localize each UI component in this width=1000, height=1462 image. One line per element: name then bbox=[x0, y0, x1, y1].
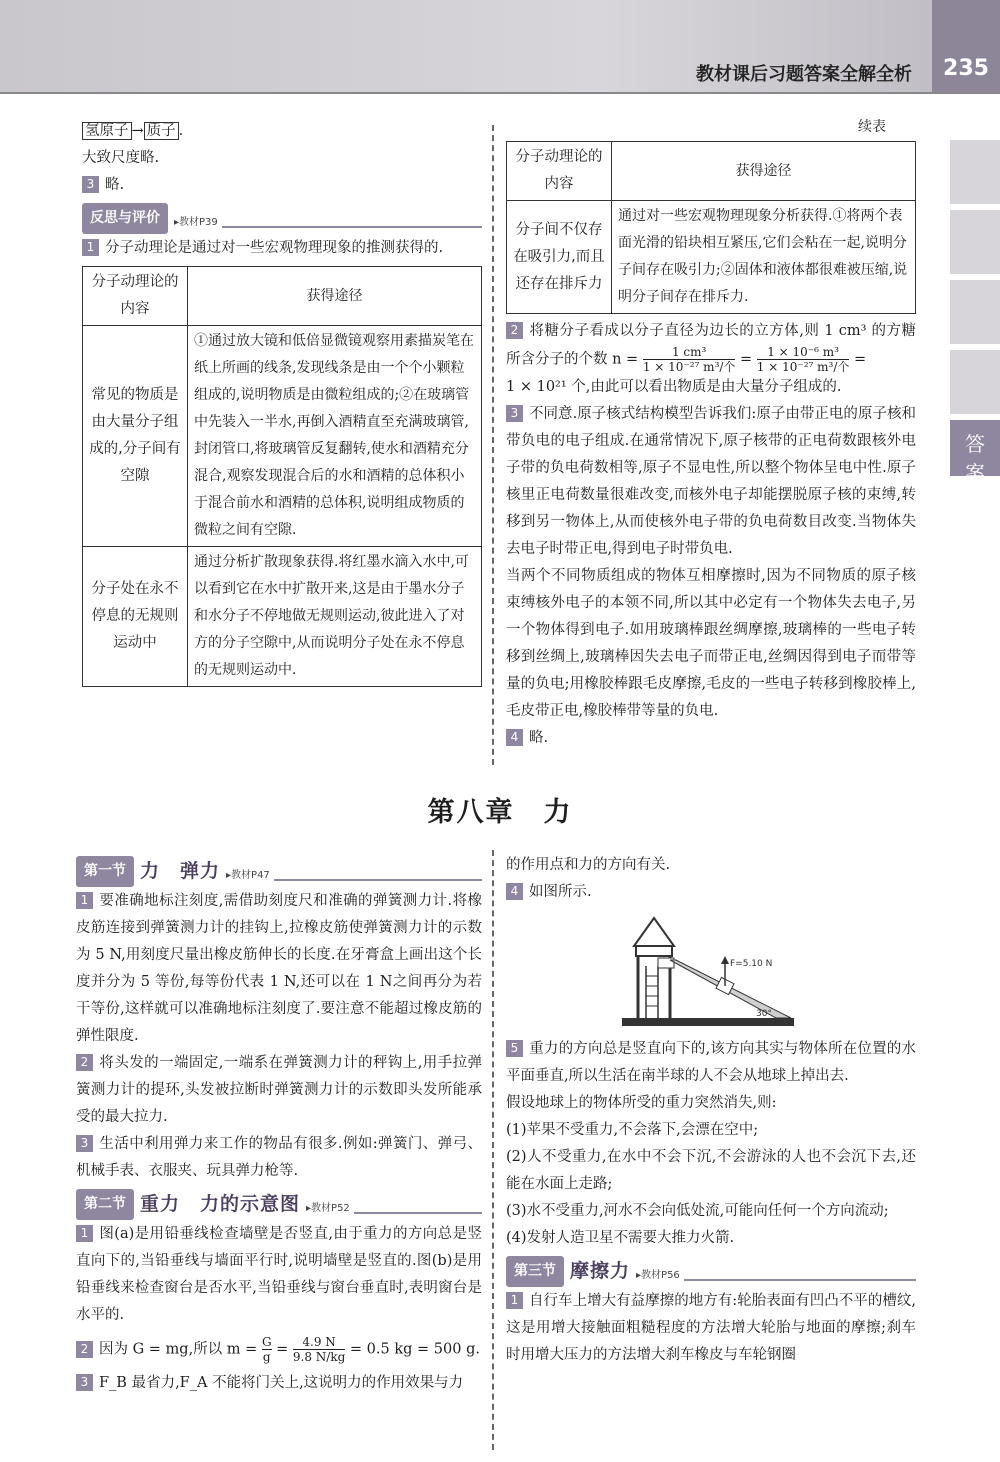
banner-rule bbox=[222, 226, 482, 228]
answer-text: 略. bbox=[529, 730, 549, 746]
fraction-denominator: 9.8 N/kg bbox=[292, 1350, 346, 1364]
answer-text: 将头发的一端固定,一端系在弹簧测力计的秤钩上,用手拉弹簧测力计的提环,头发被拉断时弹簧测力计的示数即头发所能承受的最大拉力. bbox=[76, 1055, 482, 1125]
table-cell: 常见的物质是由大量分子组成的,分子间有空隙 bbox=[83, 326, 188, 547]
chapter-title: 第八章 力 bbox=[427, 797, 573, 828]
fraction-numerator: 4.9 N bbox=[302, 1335, 336, 1349]
continued-label: 续表 bbox=[858, 119, 886, 135]
right-column-top: 续表 分子动理论的内容 获得途径 分子间不仅存在吸引力,而且还存在排斥力 通过对一些宏观物理现象分析获得.①将两个表面光滑的铅块相互紧压,它们会粘在一起,说明分子间存在吸引力;②固体和液体都很难被压缩,说明分子间存在排斥力. 2 将糖分子看成以分子直径为边长的立方体,则 1 cm³ 的方糖所含分子的个数 n = $\frac{\text{1 cm³}}{\text{1 × 10⁻²⁷ m³/个}}$ = $\frac{\text{1 × 10⁻⁶ m³}}{\text{1 × 10⁻²⁷ m³/个}}$ = 1 × 10²¹ 个,由此可以看出物质是由大量分子组成的. 3 不同意.原子核式结构模型告诉我们:原子由带正电的原子核和带负电的电子组成.在通常情况下,原子核带的正电荷数跟核外电子带的负电荷数相等,原子不显电性,所以整个物体呈电中性.原子核里正电荷数量很难改变,而核外电子却能摆脱原子核的束缚,转移到另一物体上,从而使核外电子带的负电荷数目改变.当物体失去电子时带正电,得到电子时带负电. 当两个不同物质组成的物体互相摩擦时,因为不同物质的原子核束缚核外电子的本领不同,所以其中必定有一个物体失去电子,另一个物体得到电子.如用玻璃棒跟丝绸摩擦,玻璃棒的一些电子转移到丝绸上,玻璃棒因失去电子而带正电,丝绸因得到电子而带等量的负电;用橡胶棒跟毛皮摩擦,毛皮的一些电子转移到橡胶棒上,毛皮带正电,橡胶棒带等量的负电. 4 略. bbox=[506, 114, 916, 752]
answer-text: 自行车上增大有益摩擦的地方有:轮胎表面有凹凸不平的槽纹,这是用增大接触面粗糙程度的方法增大轮胎与地面的摩擦;刹车时用增大压力的方法增大刹车橡皮与车轮钢圈 bbox=[506, 1293, 916, 1363]
fraction bbox=[293, 1335, 345, 1364]
fraction bbox=[262, 1335, 272, 1364]
answer-text: 如图所示. bbox=[529, 884, 592, 900]
section-banner bbox=[506, 1258, 916, 1284]
theory-table-continued bbox=[506, 141, 916, 314]
question-number: 1 bbox=[82, 239, 99, 256]
table-cell: ①通过放大镜和低倍显微镜观察用素描炭笔在纸上所画的线条,发现线条是由一个个小颗粒组成的,说明物质是由微粒组成的;②在玻璃管中先装入一半水,再倒入酒精直至充满玻璃管,封闭管口,将玻璃管反复翻转,使水和酒精充分混合,观察发现混合后的水和酒精的总体积小于混合前水和酒精的总体积,说明组成物质的微粒之间有空隙. bbox=[188, 326, 482, 547]
answer-text: 假设地球上的物体所受的重力突然消失,则: bbox=[506, 1095, 777, 1111]
textbook-ref: ▸教材P47 bbox=[226, 869, 270, 881]
list-item: (3)水不受重力,河水不会向低处流,可能向任何一个方向流动; bbox=[506, 1203, 889, 1219]
banner-pill: 第一节 bbox=[76, 856, 134, 887]
list-item: (2)人不受重力,在水中不会下沉,不会游泳的人也不会沉下去,还能在水面上走路; bbox=[506, 1149, 916, 1192]
tower-roof bbox=[634, 918, 674, 946]
side-tab bbox=[950, 210, 1000, 274]
banner-pill: 反思与评价 bbox=[82, 203, 168, 234]
answer-text: 生活中利用弹力来工作的物品有很多.例如:弹簧门、弹弓、机械手表、衣服夹、玩具弹力枪等. bbox=[76, 1136, 482, 1179]
header-title: 教材课后习题答案全解全析 bbox=[696, 64, 912, 85]
banner-pill: 第二节 bbox=[76, 1189, 134, 1220]
section-banner bbox=[82, 205, 482, 231]
fraction bbox=[757, 345, 850, 374]
table-cell: 通过分析扩散现象获得.将红墨水滴入水中,可以看到它在水中扩散开来,这是由于墨水分子和水分子不停地做无规则运动,彼此进入了对方的分子空隙中,从而说明分子处在永不停息的无规则运动中. bbox=[188, 547, 482, 687]
side-tab bbox=[950, 140, 1000, 204]
banner-rule bbox=[274, 879, 482, 881]
section-title: 力 弹力 bbox=[140, 859, 221, 882]
table-header: 获得途径 bbox=[612, 142, 916, 201]
question-number: 3 bbox=[82, 176, 99, 193]
question-number: 1 bbox=[76, 1225, 93, 1242]
side-tab bbox=[950, 350, 1000, 414]
slide-figure bbox=[506, 906, 916, 1036]
ground bbox=[622, 1018, 794, 1026]
fraction bbox=[643, 345, 736, 374]
banner-pill: 第三节 bbox=[506, 1256, 564, 1287]
column-divider bbox=[492, 850, 494, 1450]
answer-text: 分子动理论是通过对一些宏观物理现象的推测获得的. bbox=[105, 240, 444, 256]
answer-text: 重力的方向总是竖直向下的,该方向其实与物体所在位置的水平面垂直,所以生活在南半球的人不会从地球上掉出去. bbox=[506, 1041, 916, 1084]
fraction-denominator: 1 × 10⁻²⁷ m³/个 bbox=[756, 360, 850, 374]
answer-text: 不同意.原子核式结构模型告诉我们:原子由带正电的原子核和带负电的电子组成.在通常情况下,原子核带的正电荷数跟核外电子带的负电荷数相等,原子不显电性,所以整个物体呈电中性.原子核里正电荷数量很难改变,而核外电子却能摆脱原子核的束缚,转移到另一物体上,从而使核外电子带的负电荷数目改变.当物体失去电子时带正电,得到电子时带负电. bbox=[506, 406, 916, 557]
fraction-denominator: 1 × 10⁻²⁷ m³/个 bbox=[642, 360, 736, 374]
answer-text: 因为 G = mg,所以 m = bbox=[99, 1341, 258, 1358]
textbook-ref: ▸教材P52 bbox=[306, 1202, 350, 1214]
side-tab bbox=[950, 280, 1000, 344]
left-column-bottom bbox=[76, 852, 482, 1397]
fraction-numerator: G bbox=[261, 1335, 272, 1349]
text-line: 大致尺度略. bbox=[82, 150, 160, 166]
answer-text: F_B 最省力,F_A 不能将门关上,这说明力的作用效果与力 bbox=[99, 1375, 464, 1391]
question-number: 2 bbox=[506, 322, 523, 339]
equals: = bbox=[276, 1341, 289, 1358]
question-number: 5 bbox=[506, 1040, 523, 1057]
table-cell: 分子处在永不停息的无规则运动中 bbox=[83, 547, 188, 687]
question-number: 4 bbox=[506, 883, 523, 900]
chain-proton: 质子 bbox=[144, 122, 179, 140]
side-tabs bbox=[950, 140, 1000, 485]
section-banner bbox=[76, 858, 482, 884]
column-divider bbox=[492, 125, 494, 765]
page-number: 235 bbox=[932, 0, 1000, 92]
section-banner bbox=[76, 1191, 482, 1217]
page-header bbox=[0, 0, 1000, 94]
section-title: 重力 力的示意图 bbox=[140, 1192, 301, 1215]
fraction-denominator: g bbox=[262, 1350, 271, 1364]
fraction-numerator: 1 × 10⁻⁶ m³ bbox=[767, 345, 839, 359]
arrow: → bbox=[131, 123, 144, 139]
question-number: 4 bbox=[506, 729, 523, 746]
table-cell: 通过对一些宏观物理现象分析获得.①将两个表面光滑的铅块相互紧压,它们会粘在一起,说明分子间存在吸引力;②固体和液体都很难被压缩,说明分子间存在排斥力. bbox=[612, 201, 916, 314]
question-number: 2 bbox=[76, 1054, 93, 1071]
punct: . bbox=[178, 123, 184, 139]
question-number: 2 bbox=[76, 1341, 93, 1358]
answer-text: 将糖分子看成以分子直径为边长的立方体,则 1 cm³ 的方糖所含分子的个数 n = bbox=[506, 323, 916, 368]
table-cell: 分子间不仅存在吸引力,而且还存在排斥力 bbox=[507, 201, 612, 314]
left-column-top bbox=[82, 118, 482, 687]
theory-table bbox=[82, 266, 482, 687]
banner-rule bbox=[354, 1212, 482, 1214]
table-header: 分子动理论的内容 bbox=[507, 142, 612, 201]
answer-text: 图(a)是用铅垂线检查墙壁是否竖直,由于重力的方向总是竖直向下的,当铅垂线与墙面平行时,说明墙壁是竖直的.图(b)是用铅垂线来检查窗台是否水平,当铅垂线与窗台垂直时,表明窗台是水平的. bbox=[76, 1226, 482, 1323]
list-item: (4)发射人造卫星不需要大推力火箭. bbox=[506, 1230, 735, 1246]
table-header: 获得途径 bbox=[188, 267, 482, 326]
list-item: (1)苹果不受重力,不会落下,会漂在空中; bbox=[506, 1122, 759, 1138]
answer-text: 当两个不同物质组成的物体互相摩擦时,因为不同物质的原子核束缚核外电子的本领不同,所以其中必定有一个物体失去电子,另一个物体得到电子.如用玻璃棒跟丝绸摩擦,玻璃棒的一些电子转移到丝绸上,玻璃棒因失去电子而带正电,丝绸因得到电子而带等量的负电;用橡胶棒跟毛皮摩擦,毛皮的一些电子转移到橡胶棒上,毛皮带正电,橡胶棒带等量的负电. bbox=[506, 568, 916, 719]
answer-text: 的作用点和力的方向有关. bbox=[506, 857, 671, 873]
question-number: 1 bbox=[76, 892, 93, 909]
question-number: 3 bbox=[76, 1135, 93, 1152]
chain-hydrogen-atom: 氢原子 bbox=[82, 122, 132, 140]
answer-text: = 0.5 kg = 500 g. bbox=[349, 1341, 480, 1358]
force-arrowhead bbox=[721, 956, 729, 964]
force-label: F=5.10 N bbox=[730, 959, 773, 969]
textbook-ref: ▸教材P56 bbox=[636, 1269, 680, 1281]
table-header: 分子动理论的内容 bbox=[83, 267, 188, 326]
section-title: 摩擦力 bbox=[570, 1259, 631, 1282]
right-column-bottom bbox=[506, 852, 916, 1369]
banner-rule bbox=[684, 1279, 916, 1281]
question-number: 3 bbox=[76, 1374, 93, 1391]
answer-text: 1 × 10²¹ 个,由此可以看出物质是由大量分子组成的. bbox=[506, 379, 842, 395]
fraction-numerator: 1 cm³ bbox=[671, 345, 707, 359]
question-number: 3 bbox=[506, 405, 523, 422]
answer-text: 要准确地标注刻度,需借助刻度尺和准确的弹簧测力计.将橡皮筋连接到弹簧测力计的挂钩上,拉橡皮筋使弹簧测力计的示数为 5 N,用刻度尺量出橡皮筋伸长的长度.在牙膏盒上画出这个长度并分为 5 等份,每等份代表 1 N,还可以在 1 N之间再分为若干等份,这样就可以准确地标注刻度了.要注意不能超过橡皮筋的弹性限度. bbox=[76, 893, 482, 1044]
answer-text: 略. bbox=[105, 177, 125, 193]
tower-top bbox=[636, 946, 672, 956]
textbook-ref: ▸教材P39 bbox=[174, 216, 218, 228]
side-tab-answers: 答 案 bbox=[950, 420, 1000, 476]
angle-label: 30° bbox=[756, 1009, 772, 1019]
question-number: 1 bbox=[506, 1292, 523, 1309]
